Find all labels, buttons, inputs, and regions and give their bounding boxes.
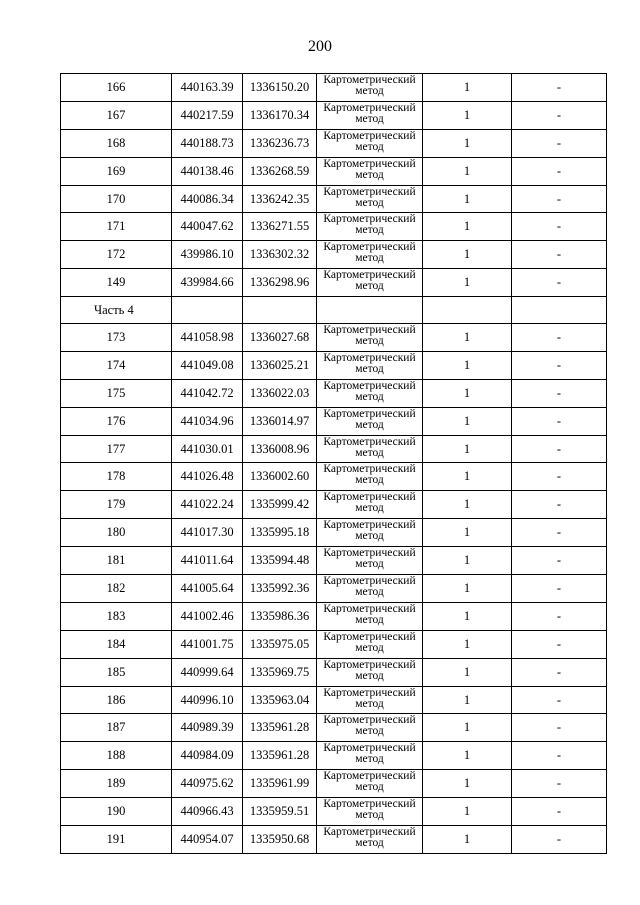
- y-coordinate-cell: 1335975.05: [243, 630, 317, 658]
- page-number: 200: [308, 38, 332, 55]
- empty-cell: [512, 297, 607, 324]
- method-line-2: метод: [355, 641, 384, 654]
- method-cell: [317, 351, 423, 379]
- y-coordinate-cell: 1336268.59: [243, 157, 317, 185]
- point-number-cell: 189: [61, 770, 172, 798]
- method-cell: [317, 101, 423, 129]
- y-coordinate-cell: 1336150.20: [243, 74, 317, 102]
- y-coordinate-cell: 1335994.48: [243, 547, 317, 575]
- table-row: [61, 575, 607, 603]
- point-number-cell: 190: [61, 798, 172, 826]
- method-cell: [317, 379, 423, 407]
- method-line-1: Картометрический: [323, 213, 416, 226]
- coordinates-table: [60, 73, 607, 854]
- precision-cell: 1: [423, 770, 512, 798]
- method-line-2: метод: [355, 753, 384, 766]
- method-line-1: Картометрический: [323, 798, 416, 811]
- table-row: [61, 491, 607, 519]
- table-row: [61, 519, 607, 547]
- section-label: Часть 4: [61, 297, 172, 324]
- method-line-1: Картометрический: [323, 351, 416, 364]
- y-coordinate-cell: 1335961.28: [243, 742, 317, 770]
- y-coordinate-cell: 1336014.97: [243, 407, 317, 435]
- method-line-2: метод: [355, 418, 384, 431]
- y-coordinate-cell: 1335950.68: [243, 826, 317, 854]
- y-coordinate-cell: 1336022.03: [243, 379, 317, 407]
- method-line-1: Картометрический: [323, 101, 416, 114]
- method-line-1: Картометрический: [323, 324, 416, 337]
- table-row: [61, 74, 607, 102]
- method-line-2: метод: [355, 252, 384, 265]
- method-cell: [317, 129, 423, 157]
- y-coordinate-cell: 1335959.51: [243, 798, 317, 826]
- point-number-cell: 183: [61, 602, 172, 630]
- note-cell: -: [512, 826, 607, 854]
- point-number-cell: 169: [61, 157, 172, 185]
- point-number-cell: 171: [61, 213, 172, 241]
- method-cell: [317, 407, 423, 435]
- method-line-1: Картометрический: [323, 269, 416, 282]
- y-coordinate-cell: 1336002.60: [243, 463, 317, 491]
- table-row: [61, 379, 607, 407]
- table-row: [61, 742, 607, 770]
- x-coordinate-cell: 440163.39: [172, 74, 243, 102]
- x-coordinate-cell: 441005.64: [172, 575, 243, 603]
- precision-cell: 1: [423, 630, 512, 658]
- point-number-cell: 185: [61, 658, 172, 686]
- method-line-1: Картометрический: [323, 241, 416, 254]
- method-cell: [317, 714, 423, 742]
- note-cell: -: [512, 379, 607, 407]
- method-cell: [317, 213, 423, 241]
- point-number-cell: 179: [61, 491, 172, 519]
- note-cell: -: [512, 157, 607, 185]
- method-cell: [317, 658, 423, 686]
- method-line-2: метод: [355, 140, 384, 153]
- note-cell: -: [512, 602, 607, 630]
- point-number-cell: 178: [61, 463, 172, 491]
- note-cell: -: [512, 185, 607, 213]
- method-cell: [317, 826, 423, 854]
- precision-cell: 1: [423, 491, 512, 519]
- method-line-1: Картометрический: [323, 742, 416, 755]
- note-cell: -: [512, 575, 607, 603]
- method-line-2: метод: [355, 613, 384, 626]
- y-coordinate-cell: 1335999.42: [243, 491, 317, 519]
- y-coordinate-cell: 1336027.68: [243, 324, 317, 352]
- note-cell: -: [512, 435, 607, 463]
- y-coordinate-cell: 1335969.75: [243, 658, 317, 686]
- note-cell: -: [512, 351, 607, 379]
- point-number-cell: 173: [61, 324, 172, 352]
- point-number-cell: 174: [61, 351, 172, 379]
- table-row: [61, 547, 607, 575]
- x-coordinate-cell: 441058.98: [172, 324, 243, 352]
- method-cell: [317, 241, 423, 269]
- x-coordinate-cell: 440047.62: [172, 213, 243, 241]
- table-row: [61, 157, 607, 185]
- x-coordinate-cell: 441034.96: [172, 407, 243, 435]
- method-cell: [317, 742, 423, 770]
- x-coordinate-cell: 440989.39: [172, 714, 243, 742]
- note-cell: -: [512, 630, 607, 658]
- x-coordinate-cell: 440984.09: [172, 742, 243, 770]
- point-number-cell: 168: [61, 129, 172, 157]
- note-cell: -: [512, 74, 607, 102]
- x-coordinate-cell: 440975.62: [172, 770, 243, 798]
- precision-cell: 1: [423, 213, 512, 241]
- note-cell: -: [512, 714, 607, 742]
- y-coordinate-cell: 1335995.18: [243, 519, 317, 547]
- method-line-2: метод: [355, 446, 384, 459]
- table-row: [61, 269, 607, 297]
- empty-cell: [243, 297, 317, 324]
- point-number-cell: 187: [61, 714, 172, 742]
- coordinates-table-body: [61, 74, 607, 854]
- point-number-cell: 182: [61, 575, 172, 603]
- method-cell: [317, 463, 423, 491]
- y-coordinate-cell: 1335986.36: [243, 602, 317, 630]
- note-cell: -: [512, 241, 607, 269]
- table-row: [61, 714, 607, 742]
- empty-cell: [317, 297, 423, 324]
- x-coordinate-cell: 441042.72: [172, 379, 243, 407]
- precision-cell: 1: [423, 798, 512, 826]
- x-coordinate-cell: 441002.46: [172, 602, 243, 630]
- table-row: [61, 658, 607, 686]
- point-number-cell: 177: [61, 435, 172, 463]
- note-cell: -: [512, 547, 607, 575]
- table-row: [61, 324, 607, 352]
- method-line-2: метод: [355, 85, 384, 97]
- precision-cell: 1: [423, 547, 512, 575]
- table-row: [61, 435, 607, 463]
- point-number-cell: 172: [61, 241, 172, 269]
- precision-cell: 1: [423, 435, 512, 463]
- method-line-2: метод: [355, 502, 384, 515]
- note-cell: -: [512, 213, 607, 241]
- precision-cell: 1: [423, 519, 512, 547]
- method-line-1: Картометрический: [323, 129, 416, 142]
- method-line-1: Картометрический: [323, 658, 416, 671]
- method-line-2: метод: [355, 586, 384, 599]
- method-line-1: Картометрический: [323, 435, 416, 448]
- y-coordinate-cell: 1335961.28: [243, 714, 317, 742]
- precision-cell: 1: [423, 463, 512, 491]
- precision-cell: 1: [423, 742, 512, 770]
- y-coordinate-cell: 1336008.96: [243, 435, 317, 463]
- method-line-2: метод: [355, 196, 384, 209]
- method-cell: [317, 74, 423, 102]
- method-line-1: Картометрический: [323, 686, 416, 699]
- precision-cell: 1: [423, 602, 512, 630]
- precision-cell: 1: [423, 379, 512, 407]
- method-line-1: Картометрический: [323, 379, 416, 392]
- x-coordinate-cell: 440954.07: [172, 826, 243, 854]
- precision-cell: 1: [423, 185, 512, 213]
- note-cell: -: [512, 798, 607, 826]
- note-cell: -: [512, 407, 607, 435]
- method-line-2: метод: [355, 837, 384, 850]
- point-number-cell: 167: [61, 101, 172, 129]
- y-coordinate-cell: 1335992.36: [243, 575, 317, 603]
- y-coordinate-cell: 1336271.55: [243, 213, 317, 241]
- precision-cell: 1: [423, 269, 512, 297]
- x-coordinate-cell: 439986.10: [172, 241, 243, 269]
- precision-cell: 1: [423, 686, 512, 714]
- point-number-cell: 175: [61, 379, 172, 407]
- method-cell: [317, 686, 423, 714]
- precision-cell: 1: [423, 129, 512, 157]
- table-row: [61, 826, 607, 854]
- y-coordinate-cell: 1336302.32: [243, 241, 317, 269]
- precision-cell: 1: [423, 826, 512, 854]
- method-cell: [317, 269, 423, 297]
- method-line-1: Картометрический: [323, 74, 416, 86]
- y-coordinate-cell: 1336298.96: [243, 269, 317, 297]
- y-coordinate-cell: 1336242.35: [243, 185, 317, 213]
- method-line-1: Картометрический: [323, 714, 416, 727]
- method-cell: [317, 602, 423, 630]
- method-cell: [317, 324, 423, 352]
- table-row: [61, 185, 607, 213]
- x-coordinate-cell: 441030.01: [172, 435, 243, 463]
- note-cell: -: [512, 742, 607, 770]
- x-coordinate-cell: 440217.59: [172, 101, 243, 129]
- table-row: [61, 798, 607, 826]
- point-number-cell: 188: [61, 742, 172, 770]
- method-line-2: метод: [355, 697, 384, 710]
- table-row: [61, 630, 607, 658]
- note-cell: -: [512, 324, 607, 352]
- table-row: [61, 602, 607, 630]
- method-cell: [317, 435, 423, 463]
- point-number-cell: 149: [61, 269, 172, 297]
- method-line-2: метод: [355, 669, 384, 682]
- method-cell: [317, 157, 423, 185]
- method-line-1: Картометрический: [323, 157, 416, 170]
- x-coordinate-cell: 439984.66: [172, 269, 243, 297]
- method-line-1: Картометрический: [323, 491, 416, 504]
- method-line-2: метод: [355, 474, 384, 487]
- precision-cell: 1: [423, 101, 512, 129]
- method-line-2: метод: [355, 168, 384, 181]
- method-line-2: метод: [355, 558, 384, 571]
- empty-cell: [172, 297, 243, 324]
- method-line-2: метод: [355, 781, 384, 794]
- precision-cell: 1: [423, 351, 512, 379]
- point-number-cell: 176: [61, 407, 172, 435]
- x-coordinate-cell: 441049.08: [172, 351, 243, 379]
- precision-cell: 1: [423, 407, 512, 435]
- table-row: [61, 129, 607, 157]
- precision-cell: 1: [423, 74, 512, 102]
- x-coordinate-cell: 440138.46: [172, 157, 243, 185]
- method-line-1: Картометрический: [323, 547, 416, 560]
- note-cell: -: [512, 269, 607, 297]
- x-coordinate-cell: 441017.30: [172, 519, 243, 547]
- point-number-cell: 170: [61, 185, 172, 213]
- x-coordinate-cell: 440188.73: [172, 129, 243, 157]
- method-line-1: Картометрический: [323, 826, 416, 839]
- method-line-1: Картометрический: [323, 770, 416, 783]
- section-row: [61, 297, 607, 324]
- y-coordinate-cell: 1336170.34: [243, 101, 317, 129]
- method-line-2: метод: [355, 809, 384, 822]
- y-coordinate-cell: 1336236.73: [243, 129, 317, 157]
- method-line-1: Картометрический: [323, 602, 416, 615]
- method-line-2: метод: [355, 725, 384, 738]
- method-cell: [317, 630, 423, 658]
- method-line-2: метод: [355, 362, 384, 375]
- point-number-cell: 166: [61, 74, 172, 102]
- method-cell: [317, 547, 423, 575]
- method-line-1: Картометрический: [323, 519, 416, 532]
- method-line-2: метод: [355, 280, 384, 293]
- method-line-2: метод: [355, 112, 384, 125]
- note-cell: -: [512, 463, 607, 491]
- method-line-2: метод: [355, 390, 384, 403]
- x-coordinate-cell: 441011.64: [172, 547, 243, 575]
- x-coordinate-cell: 440966.43: [172, 798, 243, 826]
- y-coordinate-cell: 1335963.04: [243, 686, 317, 714]
- precision-cell: 1: [423, 714, 512, 742]
- method-line-2: метод: [355, 530, 384, 543]
- precision-cell: 1: [423, 575, 512, 603]
- method-line-1: Картометрический: [323, 185, 416, 198]
- y-coordinate-cell: 1336025.21: [243, 351, 317, 379]
- table-row: [61, 463, 607, 491]
- method-line-1: Картометрический: [323, 575, 416, 588]
- method-line-1: Картометрический: [323, 463, 416, 476]
- x-coordinate-cell: 440996.10: [172, 686, 243, 714]
- precision-cell: 1: [423, 324, 512, 352]
- x-coordinate-cell: 441022.24: [172, 491, 243, 519]
- method-cell: [317, 770, 423, 798]
- point-number-cell: 186: [61, 686, 172, 714]
- method-cell: [317, 575, 423, 603]
- method-cell: [317, 519, 423, 547]
- point-number-cell: 180: [61, 519, 172, 547]
- table-row: [61, 686, 607, 714]
- table-row: [61, 407, 607, 435]
- precision-cell: 1: [423, 658, 512, 686]
- table-row: [61, 351, 607, 379]
- table-row: [61, 770, 607, 798]
- method-line-1: Картометрический: [323, 630, 416, 643]
- empty-cell: [423, 297, 512, 324]
- note-cell: -: [512, 101, 607, 129]
- method-line-1: Картометрический: [323, 407, 416, 420]
- precision-cell: 1: [423, 157, 512, 185]
- table-row: [61, 101, 607, 129]
- note-cell: -: [512, 686, 607, 714]
- x-coordinate-cell: 440999.64: [172, 658, 243, 686]
- table-row: [61, 241, 607, 269]
- x-coordinate-cell: 441001.75: [172, 630, 243, 658]
- point-number-cell: 181: [61, 547, 172, 575]
- method-cell: [317, 185, 423, 213]
- y-coordinate-cell: 1335961.99: [243, 770, 317, 798]
- note-cell: -: [512, 658, 607, 686]
- note-cell: -: [512, 770, 607, 798]
- method-line-2: метод: [355, 224, 384, 237]
- note-cell: -: [512, 491, 607, 519]
- x-coordinate-cell: 441026.48: [172, 463, 243, 491]
- note-cell: -: [512, 129, 607, 157]
- table-row: [61, 213, 607, 241]
- method-cell: [317, 798, 423, 826]
- point-number-cell: 191: [61, 826, 172, 854]
- point-number-cell: 184: [61, 630, 172, 658]
- method-line-2: метод: [355, 335, 384, 348]
- note-cell: -: [512, 519, 607, 547]
- x-coordinate-cell: 440086.34: [172, 185, 243, 213]
- precision-cell: 1: [423, 241, 512, 269]
- method-cell: [317, 491, 423, 519]
